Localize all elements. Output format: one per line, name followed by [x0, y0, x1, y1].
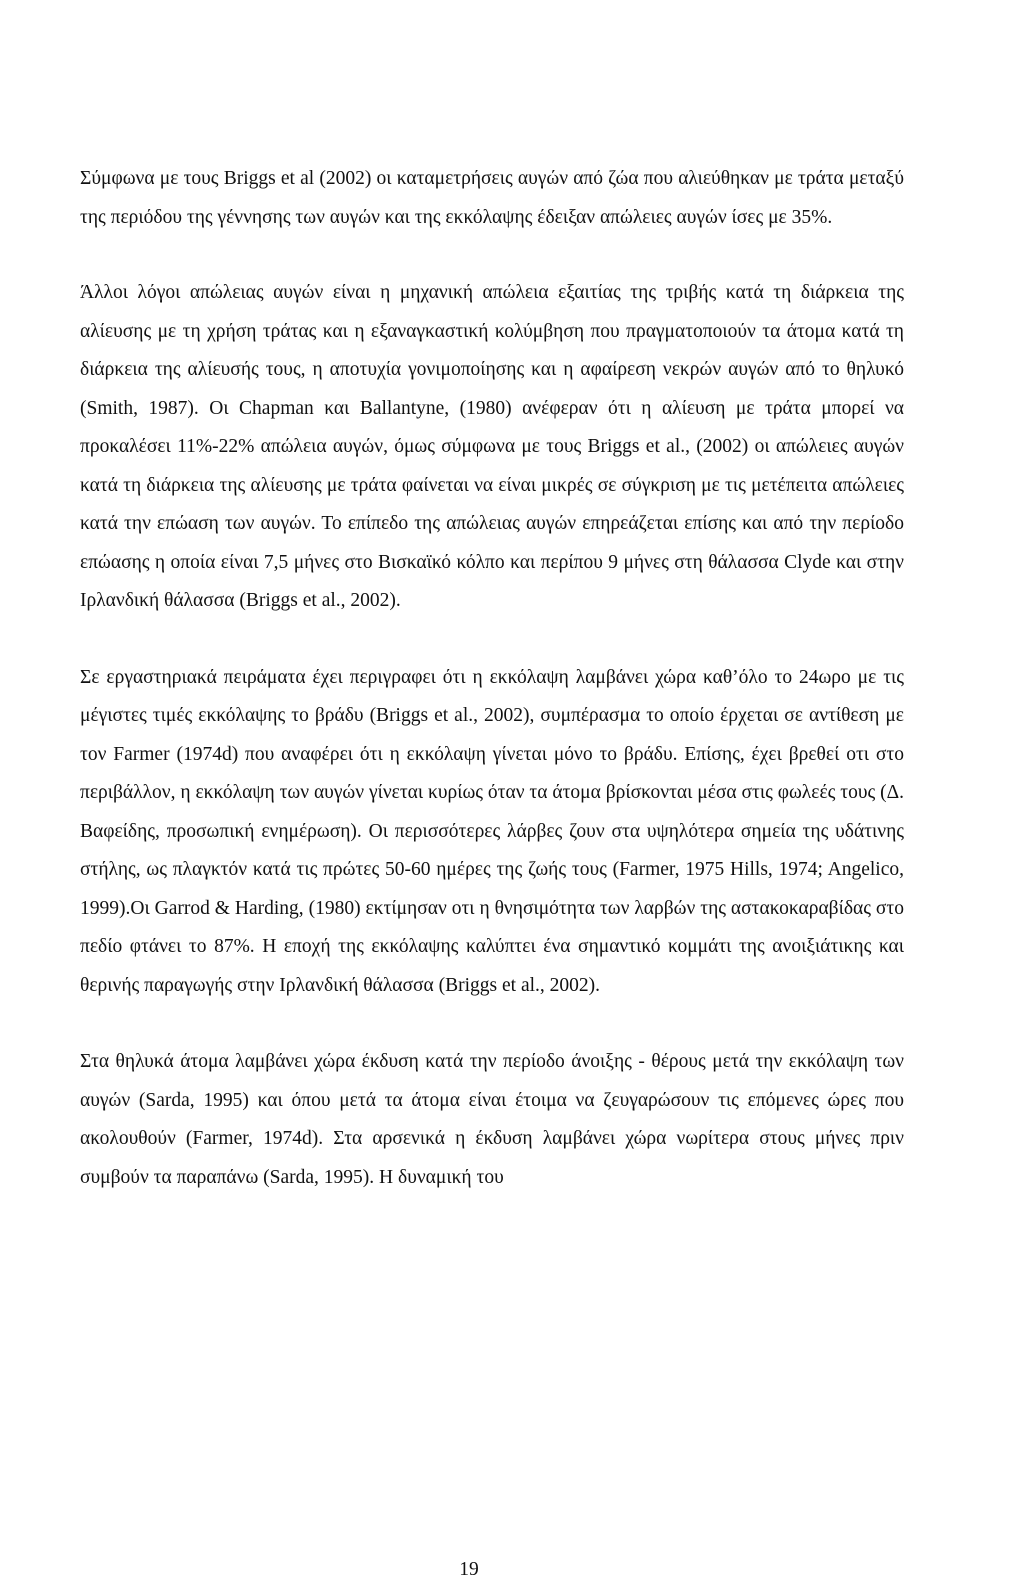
- paragraph-moulting: Στα θηλυκά άτομα λαμβάνει χώρα έκδυση κατά την περίοδο άνοιξης - θέρους μετά την εκκόλαψη των αυγών (Sarda, 1995) και όπου μετά τα άτομα είναι έτοιμα να ζευγαρώσουν τις επόμενες ώρες που ακολουθούν (Farmer, 1974d). Στα αρσενικά η έκδυση λαμβάνει χώρα νωρίτερα στους μήνες πριν συμβούν τα παραπάνω (Sarda, 1995). Η δυναμική του: [80, 1051, 904, 1188]
- paragraph-other-loss-causes: Άλλοι λόγοι απώλειας αυγών είναι η μηχανική απώλεια εξαιτίας της τριβής κατά τη διάρκεια της αλίευσης με τη χρήση τράτας και η εξαναγκαστική κολύμβηση που πραγματοποιούν τα άτομα κατά τη διάρκεια της αλίευσής τους, η αποτυχία γονιμοποίησης και η αφαίρεση νεκρών αυγών από το θηλυκό (Smith, 1987). Οι Chapman και Ballantyne, (1980) ανέφεραν ότι η αλίευση με τράτα μπορεί να προκαλέσει 11%-22% απώλεια αυγών, όμως σύμφωνα με τους Briggs et al., (2002) οι απώλειες αυγών κατά τη διάρκεια της αλίευσης με τράτα φαίνεται να είναι μικρές σε σύγκριση με τις μετέπειτα απώλειες κατά την επώαση των αυγών. Το επίπεδο της απώλειας αυγών επηρεάζεται επίσης και από την περίοδο επώασης η οποία είναι 7,5 μήνες στο Βισκαϊκό κόλπο και περίπου 9 μήνες στη θάλασσα Clyde και στην Ιρλανδική θάλασσα (Briggs et al., 2002).: [80, 282, 904, 611]
- paragraph-egg-loss-trawl: Σύμφωνα με τους Briggs et al (2002) οι καταμετρήσεις αυγών από ζώα που αλιεύθηκαν με τράτα μεταξύ της περιόδου της γέννησης των αυγών και της εκκόλαψης έδειξαν απώλειες αυγών ίσες με 35%.: [80, 168, 904, 228]
- paragraph-hatching-larvae: Σε εργαστηριακά πειράματα έχει περιγραφει ότι η εκκόλαψη λαμβάνει χώρα καθ’όλο το 24ωρο με τις μέγιστες τιμές εκκόλαψης το βράδυ (Briggs et al., 2002), συμπέρασμα το οποίο έρχεται σε αντίθεση με τον Farmer (1974d) που αναφέρει ότι η εκκόλαψη γίνεται μόνο το βράδυ. Επίσης, έχει βρεθεί οτι στο περιβάλλον, η εκκόλαψη των αυγών γίνεται κυρίως όταν τα άτομα βρίσκονται μέσα στις φωλεές τους (Δ. Βαφείδης, προσωπική ενημέρωση). Οι περισσότερες λάρβες ζουν στα υψηλότερα σημεία της υδάτινης στήλης, ως πλαγκτόν κατά τις πρώτες 50-60 ημέρες της ζωής τους (Farmer, 1975 Hills, 1974; Angelico, 1999).Οι Garrod & Harding, (1980) εκτίμησαν οτι η θνησιμότητα των λαρβών της αστακοκαραβίδας στο πεδίο φτάνει το 87%. Η εποχή της εκκόλαψης καλύπτει ένα σημαντικό κομμάτι της ανοιξιάτικης και θερινής παραγωγής στην Ιρλανδική θάλασσα (Briggs et al., 2002).: [80, 666, 904, 996]
- page-body: [80, 160, 904, 1197]
- page-number: 19: [459, 1559, 479, 1580]
